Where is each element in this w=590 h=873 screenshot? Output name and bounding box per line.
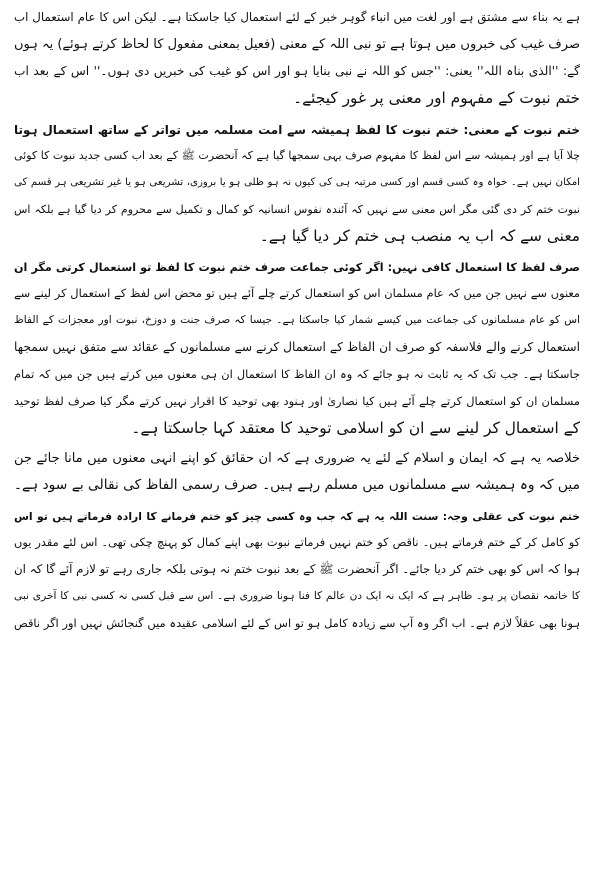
text-line: استعمال کرنے والے فلاسفہ کو صرف ان الفاظ کے استعمال کرنے سے مسلمانوں کے عقائد سے متفق نہیں سمجھا [14,340,580,354]
text-line: ہے یہ بناء سے مشتق ہے اور لغت میں انباء گوہر خبر کے لئے استعمال کیا جاسکتا ہے۔ لیکن اس کا عام استعمال اب [14,10,580,24]
paragraph-5 [14,502,580,637]
text-line: اس کو عام مسلمانوں کی جماعت میں کیسے شمار کیا جاسکتا ہے۔ جیسا کہ صرف جنت و دوزخ، نبوت اور معجزات کے الفاظ [14,314,580,326]
text-line: صرف غیب کی خبروں میں ہوتا ہے تو نبی اللہ کے معنی (فعیل بمعنی مفعول کا لحاظ کرتے ہوئے) یہ ہوں [14,37,580,52]
paragraph-2 [14,115,580,250]
text-line: ختم نبوت کے مفہوم اور معنی پر غور کیجئے۔ [293,89,580,107]
text-line: امکان نہیں ہے۔ خواہ وہ کسی قسم اور کسی مرتبہ ہی کی کیوں نہ ہو ظلی ہو یا بروزی، تشریعی ہو یا غیر تشریعی ہر قسم کی [14,177,580,188]
text-line: مسلمان ان کو استعمال کرتے چلے آئے ہیں کیا نصاریٰ اور ہنود بھی توحید کا اقرار نہیں کرتے مگر کیا صرف لفظ توحید [14,394,580,408]
text-line: کا خاتمہ نقصان پر ہو۔ ظاہر ہے کہ ایک نہ ایک دن عالم کا فنا ہونا ضروری ہے۔ اس سے قبل کسی نہ کسی نبی کا آخری نبی [14,590,580,602]
text-line: گے: ''الذی بناہ اللہ'' یعنی: ''جس کو اللہ نے نبی بنایا ہو اور اس کو غیب کی خبریں دی ہوں۔'' اس کے بعد اب [14,64,580,78]
text-line: چلا آیا ہے اور ہمیشہ سے اس لفظ کا مفہوم صرف یہی سمجھا گیا ہے کہ آنحضرت ﷺ کے بعد اب کسی جدید نبوت کا کوئی [14,149,580,162]
text-line: معنوں سے نہیں جن میں کہ عام مسلمان اس کو استعمال کرتے چلے آئے ہیں تو محض اس لفظ کے استعمال کر لینے سے [14,286,580,300]
text-line: خلاصہ یہ ہے کہ ایمان و اسلام کے لئے یہ ضروری ہے کہ ان حقائق کو اپنے انہی معنوں میں مانا جائے جن [14,451,580,466]
text-line: کے استعمال کر لینے سے ان کو اسلامی توحید کا معتقد کہا جاسکتا ہے۔ [131,419,580,437]
text-line: نبوت ختم کر دی گئی مگر اس معنی سے نہیں کہ آئندہ نفوس انسانیہ کو کمال و تکمیل سے محروم کر دیا گیا ہے بلکہ اس [14,203,580,216]
paragraph-4 [14,445,580,499]
paragraph-1 [14,4,580,112]
text-line: جاسکتا ہے۔ جب تک کہ یہ ثابت نہ ہو جائے کہ وہ ان الفاظ کا استعمال ان ہی معنوں میں کرتے ہیں جن میں کہ تمام [14,367,580,381]
section-heading-line: ختم نبوت کے معنی: ختم نبوت کا لفظ ہمیشہ سے امت مسلمہ میں تواتر کے ساتھ استعمال ہوتا [14,123,580,137]
text-line: ہونا بھی عقلاً لازم ہے۔ اب اگر وہ آپ سے زیادہ کامل ہو تو اس کے لئے اسلامی عقیدہ میں گنجائش نہیں اور اگر ناقص [14,616,580,630]
paragraph-3 [14,253,580,442]
text-line: کو کامل کر کے ختم فرماتے ہیں۔ ناقص کو ختم نہیں فرماتے نبوت بھی اپنے کمال کو پہنچ چکی تھی۔ اس لئے مقدر یوں [14,535,580,549]
text-line: میں کہ وہ ہمیشہ سے مسلمانوں میں مسلم رہے ہیں۔ صرف رسمی الفاظ کی نقالی بے سود ہے۔ [14,477,580,493]
section-heading-line: صرف لفظ کا استعمال کافی نہیں: اگر کوئی جماعت صرف ختم نبوت کا لفظ تو استعمال کرتی مگر ان [14,261,580,274]
section-heading-line: ختم نبوت کی عقلی وجہ: سنت اللہ یہ ہے کہ جب وہ کسی چیز کو ختم فرمانے کا ارادہ فرماتے ہیں تو اس [14,510,580,523]
document-page [14,4,580,637]
text-line: ہوا کہ اس کو بھی ختم کر دیا جائے۔ اگر آنحضرت ﷺ کے بعد نبوت ختم نہ ہوتی بلکہ جاری رہے تو لازم آئے گا کہ ان [14,562,580,576]
text-line: معنی سے کہ اب یہ منصب ہی ختم کر دیا گیا ہے۔ [259,227,580,245]
